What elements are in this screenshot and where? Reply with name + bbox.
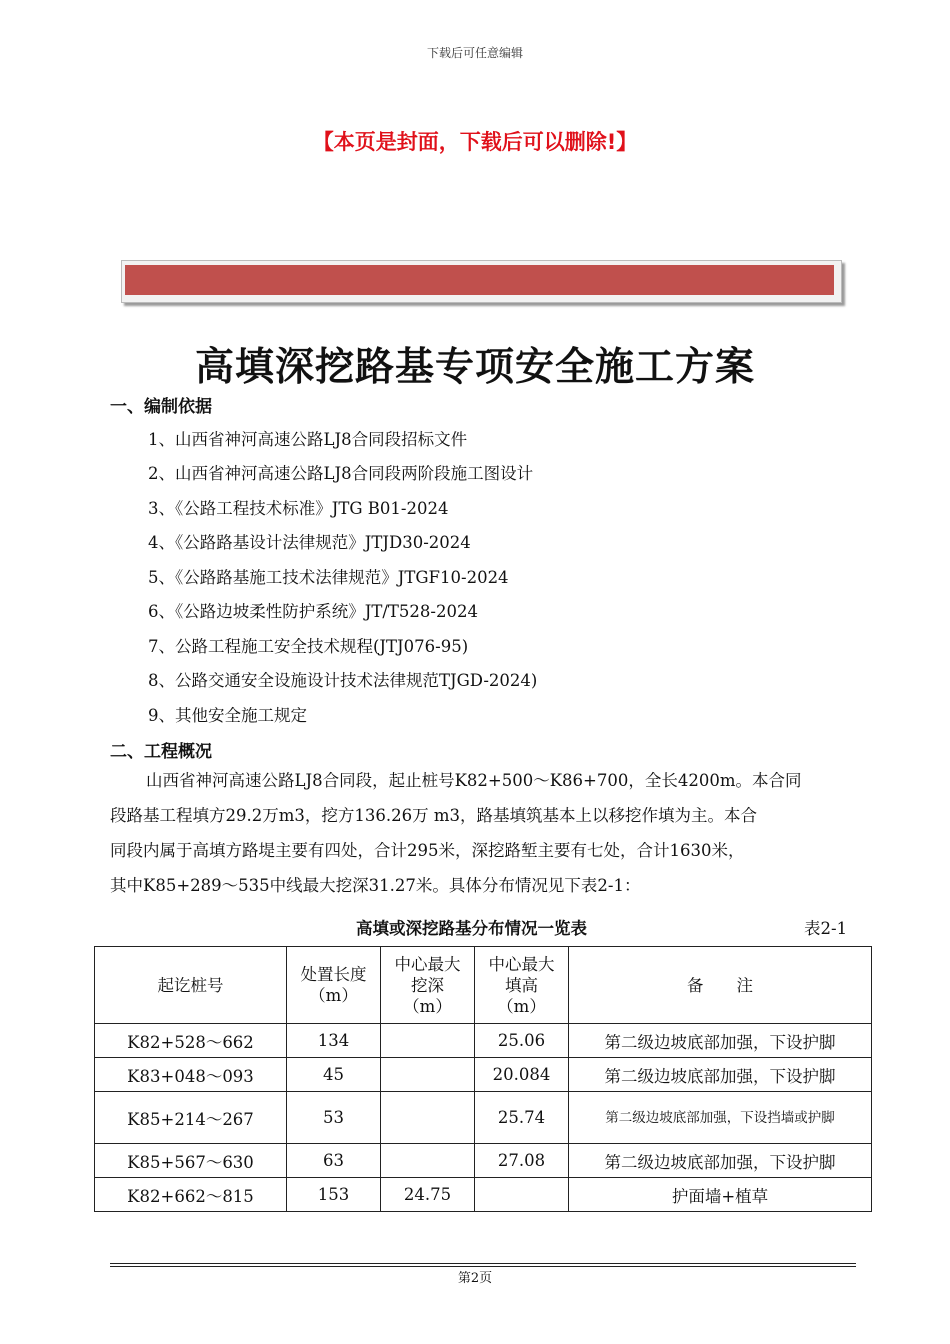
distribution-table — [94, 946, 872, 1212]
table-row — [95, 1178, 872, 1212]
paragraph-line: 山西省神河高速公路LJ8合同段，起止桩号K82+500～K86+700，全长4200m。本合同 — [146, 771, 802, 790]
cell-length: 134 — [287, 1024, 381, 1058]
cell-remarks: 第二级边坡底部加强，下设护脚 — [569, 1144, 872, 1178]
cell-fill-height: 20.084 — [475, 1058, 569, 1092]
basis-item: 8、公路交通安全设施设计技术法律规范TJGD-2024) — [148, 671, 538, 690]
table-caption: 高填或深挖路基分布情况一览表 — [356, 919, 587, 938]
page-number: 第2页 — [457, 1271, 493, 1286]
header-cell-cut-depth: 中心最大 挖深 （m） — [381, 947, 475, 1024]
cover-note: 【本页是封面，下载后可以删除!】 — [312, 130, 638, 154]
cell-fill-height — [475, 1178, 569, 1212]
cell-length: 45 — [287, 1058, 381, 1092]
table-header-row — [95, 947, 872, 1024]
basis-item: 1、山西省神河高速公路LJ8合同段招标文件 — [148, 430, 468, 449]
basis-item: 3、《公路工程技术标准》JTG B01-2024 — [148, 499, 449, 518]
cell-station: K85+567～630 — [95, 1144, 287, 1178]
section-heading-basis: 一、编制依据 — [110, 397, 212, 417]
header-cell-station: 起讫桩号 — [95, 947, 287, 1024]
cell-fill-height: 25.74 — [475, 1092, 569, 1144]
cell-cut-depth — [381, 1092, 475, 1144]
overview-paragraph — [110, 763, 858, 903]
cell-length: 53 — [287, 1092, 381, 1144]
cell-remarks: 第二级边坡底部加强，下设护脚 — [569, 1024, 872, 1058]
basis-item: 6、《公路边坡柔性防护系统》JT/T528-2024 — [148, 602, 478, 621]
basis-item: 4、《公路路基设计法律规范》JTJD30-2024 — [148, 533, 471, 552]
basis-item: 2、山西省神河高速公路LJ8合同段两阶段施工图设计 — [148, 464, 534, 483]
header-cell-fill-height: 中心最大 填高 （m） — [475, 947, 569, 1024]
cell-remarks: 第二级边坡底部加强，下设挡墙或护脚 — [569, 1092, 872, 1144]
cell-station: K82+662～815 — [95, 1178, 287, 1212]
paragraph-line: 同段内属于高填方路堤主要有四处，合计295米，深挖路堑主要有七处，合计1630米， — [110, 841, 745, 860]
paragraph-line: 段路基工程填方29.2万m3，挖方136.26万 m3，路基填筑基本上以移挖作填为主。本合 — [110, 806, 758, 825]
basis-item: 5、《公路路基施工技术法律规范》JTGF10-2024 — [148, 568, 509, 587]
section-heading-overview: 二、工程概况 — [110, 742, 212, 762]
cell-remarks: 护面墙+植草 — [569, 1178, 872, 1212]
cell-fill-height: 27.08 — [475, 1144, 569, 1178]
basis-item: 9、其他安全施工规定 — [148, 706, 307, 725]
table-row — [95, 1024, 872, 1058]
paragraph-line: 其中K85+289～535中线最大挖深31.27米。具体分布情况见下表2-1： — [110, 876, 641, 895]
cell-length: 63 — [287, 1144, 381, 1178]
table-number: 表2-1 — [804, 919, 848, 938]
title-banner — [125, 265, 834, 295]
table-row — [95, 1092, 872, 1144]
cell-length: 153 — [287, 1178, 381, 1212]
cell-cut-depth — [381, 1144, 475, 1178]
basis-item: 7、公路工程施工安全技术规程(JTJ076-95) — [148, 637, 469, 656]
table-row — [95, 1058, 872, 1092]
cell-fill-height: 25.06 — [475, 1024, 569, 1058]
header-cell-remarks: 备 注 — [569, 947, 872, 1024]
table-row — [95, 1144, 872, 1178]
header-note: 下载后可任意编辑 — [426, 46, 523, 60]
document-title: 高填深挖路基专项安全施工方案 — [194, 345, 755, 390]
cell-station: K82+528～662 — [95, 1024, 287, 1058]
cell-cut-depth: 24.75 — [381, 1178, 475, 1212]
cell-remarks: 第二级边坡底部加强，下设护脚 — [569, 1058, 872, 1092]
footer-rule — [110, 1263, 856, 1264]
cell-cut-depth — [381, 1058, 475, 1092]
cell-station: K83+048～093 — [95, 1058, 287, 1092]
cell-cut-depth — [381, 1024, 475, 1058]
cell-station: K85+214～267 — [95, 1092, 287, 1144]
header-cell-length: 处置长度 （m） — [287, 947, 381, 1024]
